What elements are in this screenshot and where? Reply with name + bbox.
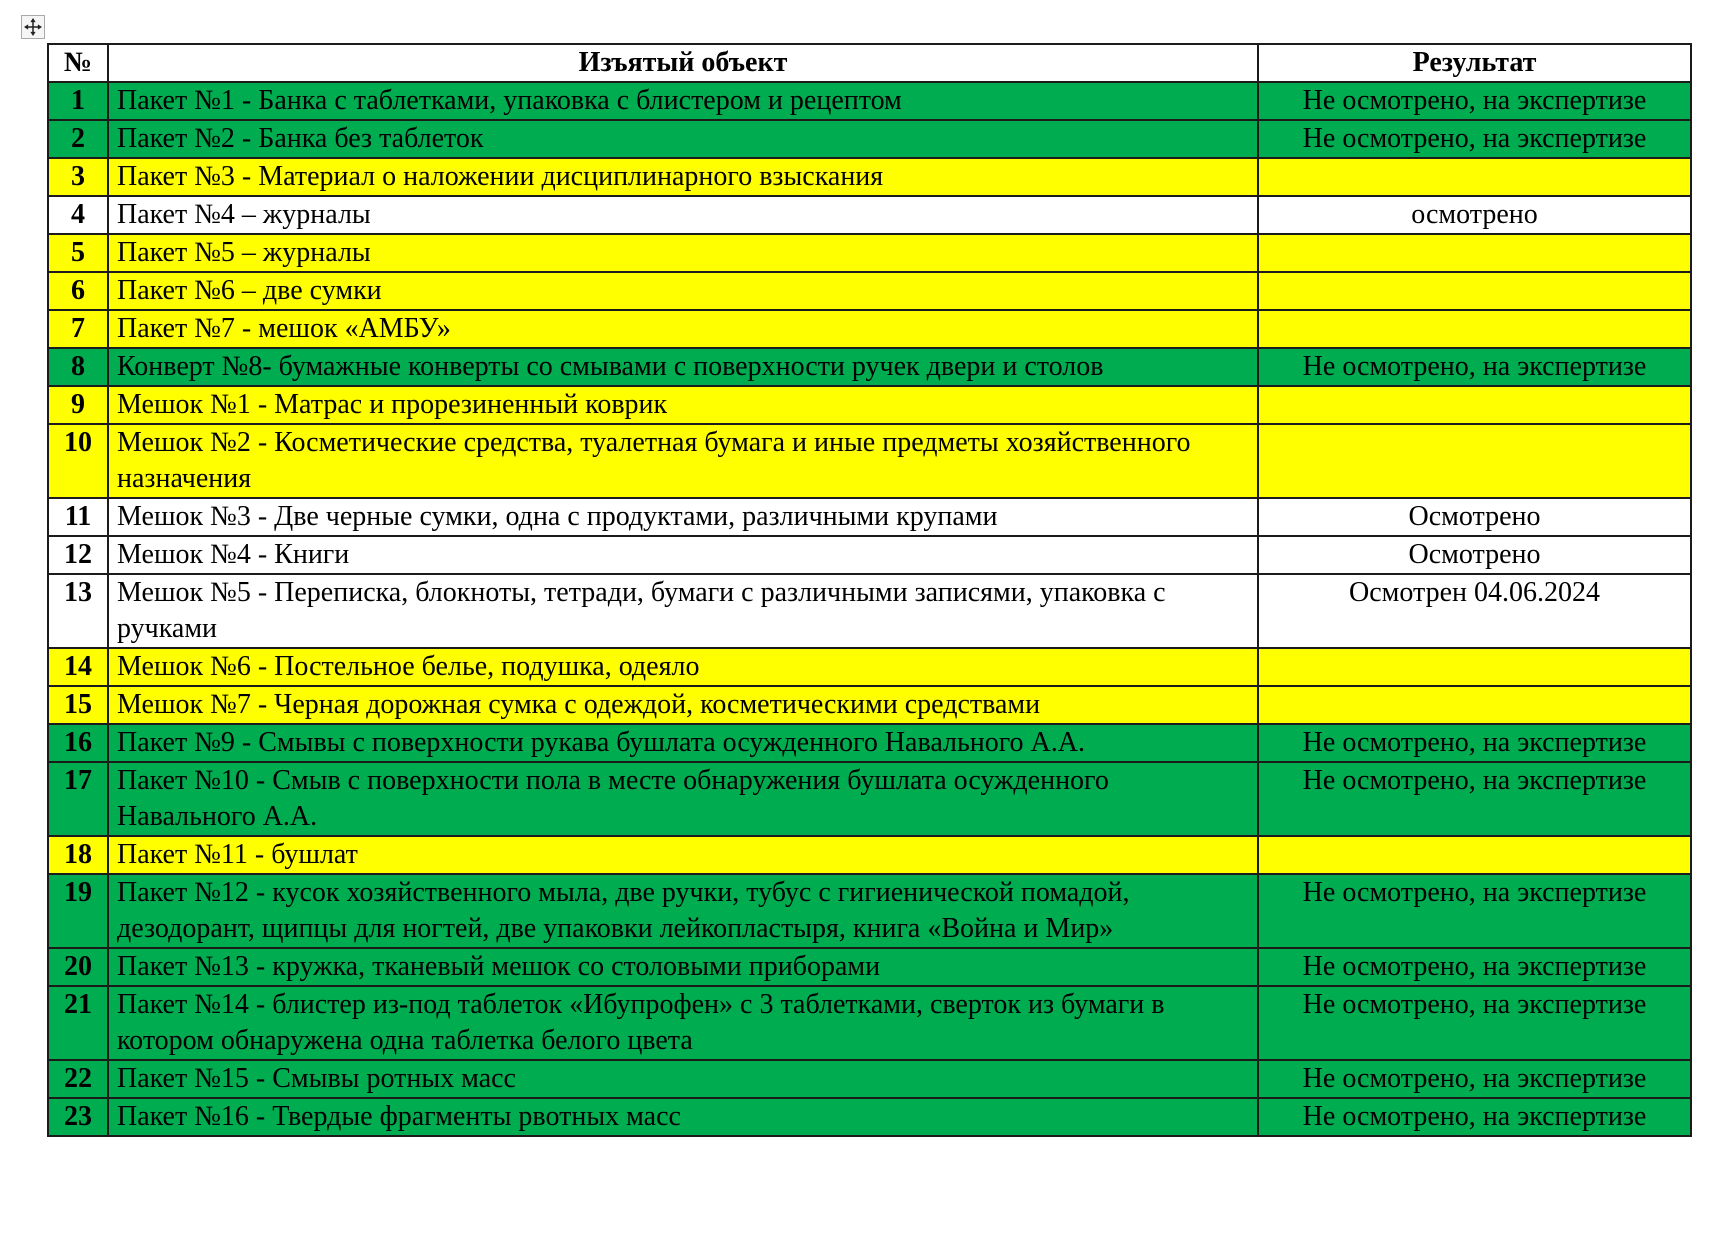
row-number-cell[interactable]: 19 (48, 874, 108, 948)
row-number-cell[interactable]: 5 (48, 234, 108, 272)
row-number-cell[interactable]: 10 (48, 424, 108, 498)
table-row (48, 82, 1691, 120)
seized-object-cell[interactable]: Пакет №15 - Смывы ротных масс (108, 1060, 1258, 1098)
row-number-cell[interactable]: 22 (48, 1060, 108, 1098)
result-cell[interactable]: Не осмотрено, на экспертизе (1258, 120, 1691, 158)
row-number-cell[interactable]: 1 (48, 82, 108, 120)
result-cell[interactable]: Не осмотрено, на экспертизе (1258, 82, 1691, 120)
result-cell[interactable]: Осмотрено (1258, 536, 1691, 574)
header-cell-number[interactable]: № (48, 44, 108, 82)
table-row (48, 874, 1691, 948)
result-cell[interactable]: Не осмотрено, на экспертизе (1258, 762, 1691, 836)
seized-object-cell[interactable]: Пакет №16 - Твердые фрагменты рвотных масс (108, 1098, 1258, 1136)
table-row (48, 724, 1691, 762)
result-cell[interactable]: Осмотрен 04.06.2024 (1258, 574, 1691, 648)
row-number-cell[interactable]: 9 (48, 386, 108, 424)
row-number-cell[interactable]: 7 (48, 310, 108, 348)
seized-object-cell[interactable]: Конверт №8- бумажные конверты со смывами с поверхности ручек двери и столов (108, 348, 1258, 386)
header-row (48, 44, 1691, 82)
result-cell[interactable] (1258, 272, 1691, 310)
result-cell[interactable] (1258, 158, 1691, 196)
seized-object-cell[interactable]: Пакет №1 - Банка с таблетками, упаковка с блистером и рецептом (108, 82, 1258, 120)
seized-object-cell[interactable]: Мешок №3 - Две черные сумки, одна с продуктами, различными крупами (108, 498, 1258, 536)
table-row (48, 1098, 1691, 1136)
row-number-cell[interactable]: 13 (48, 574, 108, 648)
seized-object-cell[interactable]: Пакет №14 - блистер из-под таблеток «Ибупрофен» с 3 таблетками, сверток из бумаги в котором обнаружена одна таблетка белого цвета (108, 986, 1258, 1060)
seized-object-cell[interactable]: Мешок №2 - Косметические средства, туалетная бумага и иные предметы хозяйственного назначения (108, 424, 1258, 498)
seized-object-cell[interactable]: Пакет №9 - Смывы с поверхности рукава бушлата осужденного Навального А.А. (108, 724, 1258, 762)
table-move-handle-icon (24, 18, 42, 36)
table-row (48, 498, 1691, 536)
table-row (48, 836, 1691, 874)
seized-object-cell[interactable]: Мешок №6 - Постельное белье, подушка, одеяло (108, 648, 1258, 686)
seized-object-cell[interactable]: Пакет №6 – две сумки (108, 272, 1258, 310)
header-cell-object[interactable]: Изъятый объект (108, 44, 1258, 82)
row-number-cell[interactable]: 3 (48, 158, 108, 196)
row-number-cell[interactable]: 23 (48, 1098, 108, 1136)
table-move-handle[interactable] (21, 15, 45, 39)
seized-object-cell[interactable]: Пакет №13 - кружка, тканевый мешок со столовыми приборами (108, 948, 1258, 986)
seized-object-cell[interactable]: Мешок №5 - Переписка, блокноты, тетради, бумаги с различными записями, упаковка с ручками (108, 574, 1258, 648)
seized-object-cell[interactable]: Мешок №7 - Черная дорожная сумка с одеждой, косметическими средствами (108, 686, 1258, 724)
seized-object-cell[interactable]: Пакет №3 - Материал о наложении дисциплинарного взыскания (108, 158, 1258, 196)
table-row (48, 948, 1691, 986)
table-row (48, 1060, 1691, 1098)
row-number-cell[interactable]: 6 (48, 272, 108, 310)
header-cell-result[interactable]: Результат (1258, 44, 1691, 82)
table-body (48, 82, 1691, 1136)
result-cell[interactable]: осмотрено (1258, 196, 1691, 234)
table-row (48, 762, 1691, 836)
row-number-cell[interactable]: 15 (48, 686, 108, 724)
seized-object-cell[interactable]: Пакет №12 - кусок хозяйственного мыла, две ручки, тубус с гигиенической помадой, дезодорант, щипцы для ногтей, две упаковки лейкопластыря, книга «Война и Мир» (108, 874, 1258, 948)
table-row (48, 120, 1691, 158)
result-cell[interactable] (1258, 836, 1691, 874)
row-number-cell[interactable]: 11 (48, 498, 108, 536)
seized-object-cell[interactable]: Мешок №4 - Книги (108, 536, 1258, 574)
table-row (48, 574, 1691, 648)
result-cell[interactable]: Не осмотрено, на экспертизе (1258, 1098, 1691, 1136)
row-number-cell[interactable]: 2 (48, 120, 108, 158)
result-cell[interactable]: Не осмотрено, на экспертизе (1258, 724, 1691, 762)
result-cell[interactable] (1258, 310, 1691, 348)
seized-object-cell[interactable]: Пакет №2 - Банка без таблеток (108, 120, 1258, 158)
row-number-cell[interactable]: 12 (48, 536, 108, 574)
row-number-cell[interactable]: 4 (48, 196, 108, 234)
row-number-cell[interactable]: 14 (48, 648, 108, 686)
row-number-cell[interactable]: 8 (48, 348, 108, 386)
seized-object-cell[interactable]: Пакет №10 - Смыв с поверхности пола в месте обнаружения бушлата осужденного Навального А.А. (108, 762, 1258, 836)
row-number-cell[interactable]: 18 (48, 836, 108, 874)
table-row (48, 158, 1691, 196)
result-cell[interactable]: Не осмотрено, на экспертизе (1258, 1060, 1691, 1098)
result-cell[interactable]: Не осмотрено, на экспертизе (1258, 948, 1691, 986)
row-number-cell[interactable]: 20 (48, 948, 108, 986)
result-cell[interactable] (1258, 234, 1691, 272)
table-row (48, 234, 1691, 272)
result-cell[interactable]: Осмотрено (1258, 498, 1691, 536)
seized-object-cell[interactable]: Пакет №5 – журналы (108, 234, 1258, 272)
result-cell[interactable] (1258, 386, 1691, 424)
table-row (48, 424, 1691, 498)
row-number-cell[interactable]: 16 (48, 724, 108, 762)
seized-object-cell[interactable]: Мешок №1 - Матрас и прорезиненный коврик (108, 386, 1258, 424)
seized-objects-table (47, 43, 1692, 1137)
result-cell[interactable]: Не осмотрено, на экспертизе (1258, 874, 1691, 948)
table-row (48, 986, 1691, 1060)
row-number-cell[interactable]: 21 (48, 986, 108, 1060)
seized-object-cell[interactable]: Пакет №11 - бушлат (108, 836, 1258, 874)
table-row (48, 536, 1691, 574)
seized-object-cell[interactable]: Пакет №4 – журналы (108, 196, 1258, 234)
result-cell[interactable] (1258, 424, 1691, 498)
table-row (48, 196, 1691, 234)
table-row (48, 310, 1691, 348)
table-row (48, 386, 1691, 424)
result-cell[interactable]: Не осмотрено, на экспертизе (1258, 986, 1691, 1060)
table-row (48, 686, 1691, 724)
result-cell[interactable] (1258, 686, 1691, 724)
table-row (48, 272, 1691, 310)
row-number-cell[interactable]: 17 (48, 762, 108, 836)
table-row (48, 648, 1691, 686)
result-cell[interactable]: Не осмотрено, на экспертизе (1258, 348, 1691, 386)
result-cell[interactable] (1258, 648, 1691, 686)
table-row (48, 348, 1691, 386)
seized-object-cell[interactable]: Пакет №7 - мешок «АМБУ» (108, 310, 1258, 348)
